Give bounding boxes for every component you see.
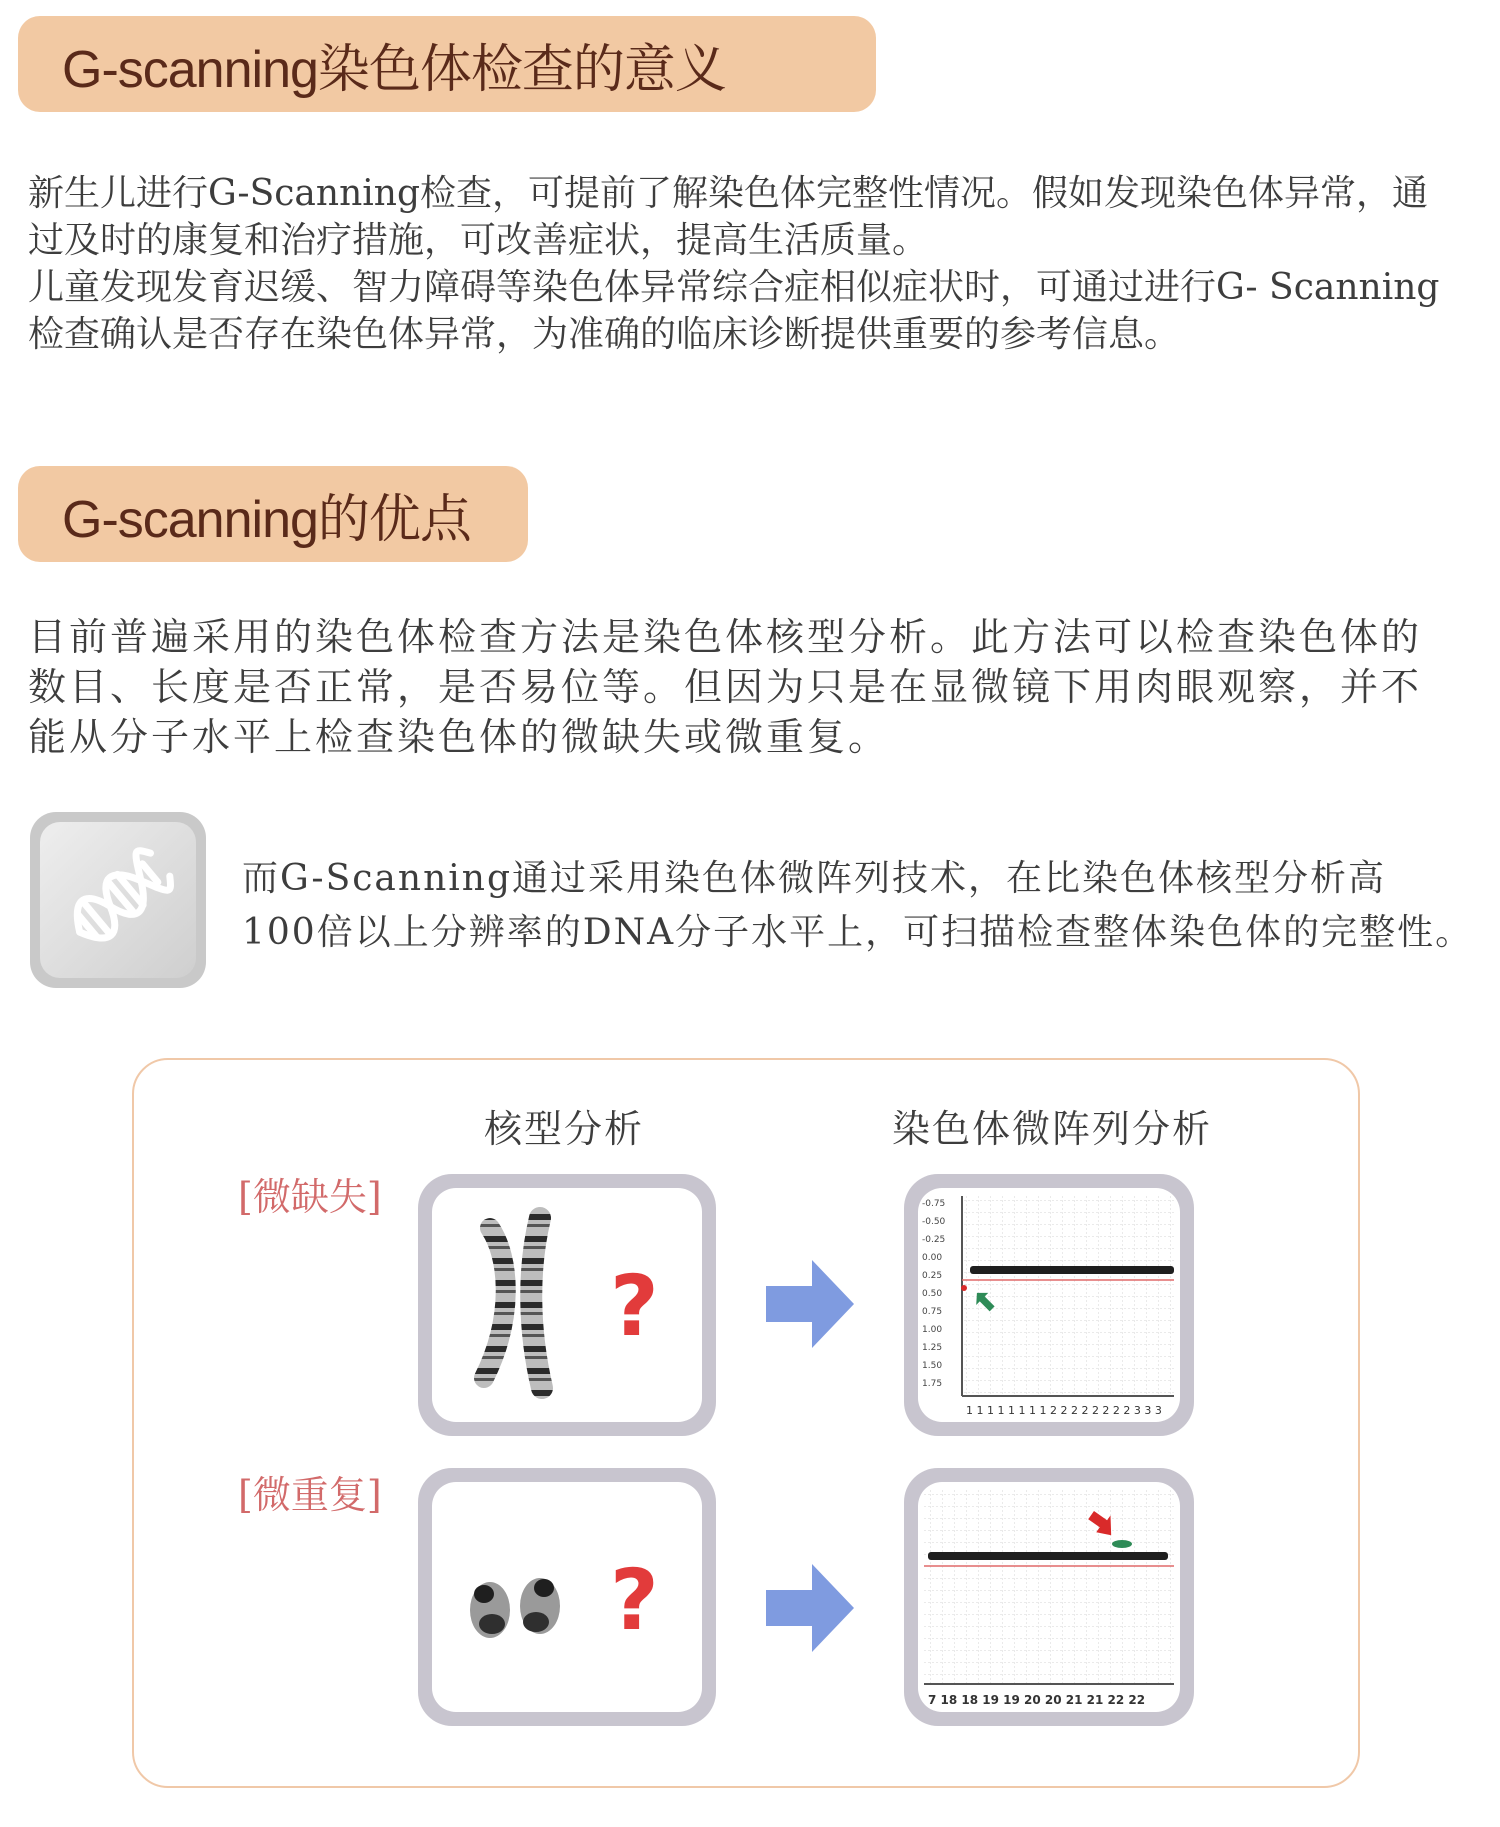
significance-paragraph: [28, 170, 1488, 358]
y-axis-tick-label: 1.50: [922, 1361, 943, 1371]
microarray-frame-duplication: [904, 1468, 1194, 1726]
karyotype-frame-deletion: [418, 1174, 716, 1436]
section-title-text: G-scanning染色体检查的意义: [62, 40, 726, 99]
right-arrow-icon: [762, 1560, 858, 1656]
x-axis-ticks: 1 1 1 1 1 1 1 1 2 2 2 2 2 2 2 2 3 3 3: [966, 1404, 1162, 1417]
karyotype-frame-duplication: [418, 1468, 716, 1726]
dna-paragraph: [242, 852, 1492, 960]
microarray-plot: [918, 1188, 1180, 1422]
y-axis-tick-label: 1.75: [922, 1379, 943, 1389]
y-axis-tick-label: 1.25: [922, 1343, 943, 1353]
y-axis-tick-label: 0.00: [922, 1253, 943, 1263]
y-axis-tick-label: -0.50: [922, 1217, 946, 1227]
paragraph-line: 儿童发现发育迟缓、智力障碍等染色体异常综合症相似症状时，可通过进行G- Scanning: [28, 267, 1440, 308]
dna-icon-tile: [30, 812, 206, 988]
y-axis-tick-label: 0.75: [922, 1307, 943, 1317]
microarray-frame-deletion: [904, 1174, 1194, 1436]
y-axis-tick-label: -0.25: [922, 1235, 946, 1245]
x-axis-ticks: 7 18 18 19 19 20 20 21 21 22 22: [928, 1693, 1146, 1707]
y-axis-tick-label: -0.75: [922, 1199, 946, 1209]
chromosome-pair-image: [432, 1188, 702, 1422]
y-axis-tick-label: 0.50: [922, 1289, 943, 1299]
y-axis-tick-label: 1.00: [922, 1325, 943, 1335]
question-mark-icon: ?: [610, 1257, 659, 1355]
advantages-paragraph: [28, 612, 1488, 762]
paragraph-line: 目前普遍采用的染色体检查方法是染色体核型分析。此方法可以检查染色体的: [28, 615, 1423, 659]
right-arrow-icon: [762, 1256, 858, 1352]
paragraph-line: 而G-Scanning通过采用染色体微阵列技术，在比染色体核型分析高: [242, 858, 1386, 899]
paragraph-line: 能从分子水平上检查染色体的微缺失或微重复。: [28, 715, 890, 759]
y-axis-tick-label: 0.25: [922, 1271, 943, 1281]
question-mark-icon: ?: [610, 1551, 659, 1649]
microduplication-label: [微重复]: [238, 1473, 382, 1517]
section-title-text: G-scanning的优点: [62, 490, 471, 549]
paragraph-line: 新生儿进行G-Scanning检查，可提前了解染色体完整性情况。假如发现染色体异常，通: [28, 173, 1428, 214]
paragraph-line: 100倍以上分辨率的DNA分子水平上，可扫描检查整体染色体的完整性。: [242, 912, 1474, 953]
chromosome-pair-image: [432, 1482, 702, 1712]
section-title-advantages: [18, 466, 528, 562]
paragraph-line: 检查确认是否存在染色体异常，为准确的临床诊断提供重要的参考信息。: [28, 314, 1181, 355]
paragraph-line: 数目、长度是否正常，是否易位等。但因为只是在显微镜下用肉眼观察，并不: [28, 665, 1423, 709]
karyotype-column-title: 核型分析: [484, 1107, 645, 1151]
microarray-column-title: 染色体微阵列分析: [892, 1107, 1213, 1151]
microdeletion-label: [微缺失]: [238, 1175, 382, 1219]
section-title-significance: [18, 16, 876, 112]
paragraph-line: 过及时的康复和治疗措施，可改善症状，提高生活质量。: [28, 220, 929, 261]
dna-icon: [48, 830, 188, 970]
microarray-plot: [918, 1482, 1180, 1712]
